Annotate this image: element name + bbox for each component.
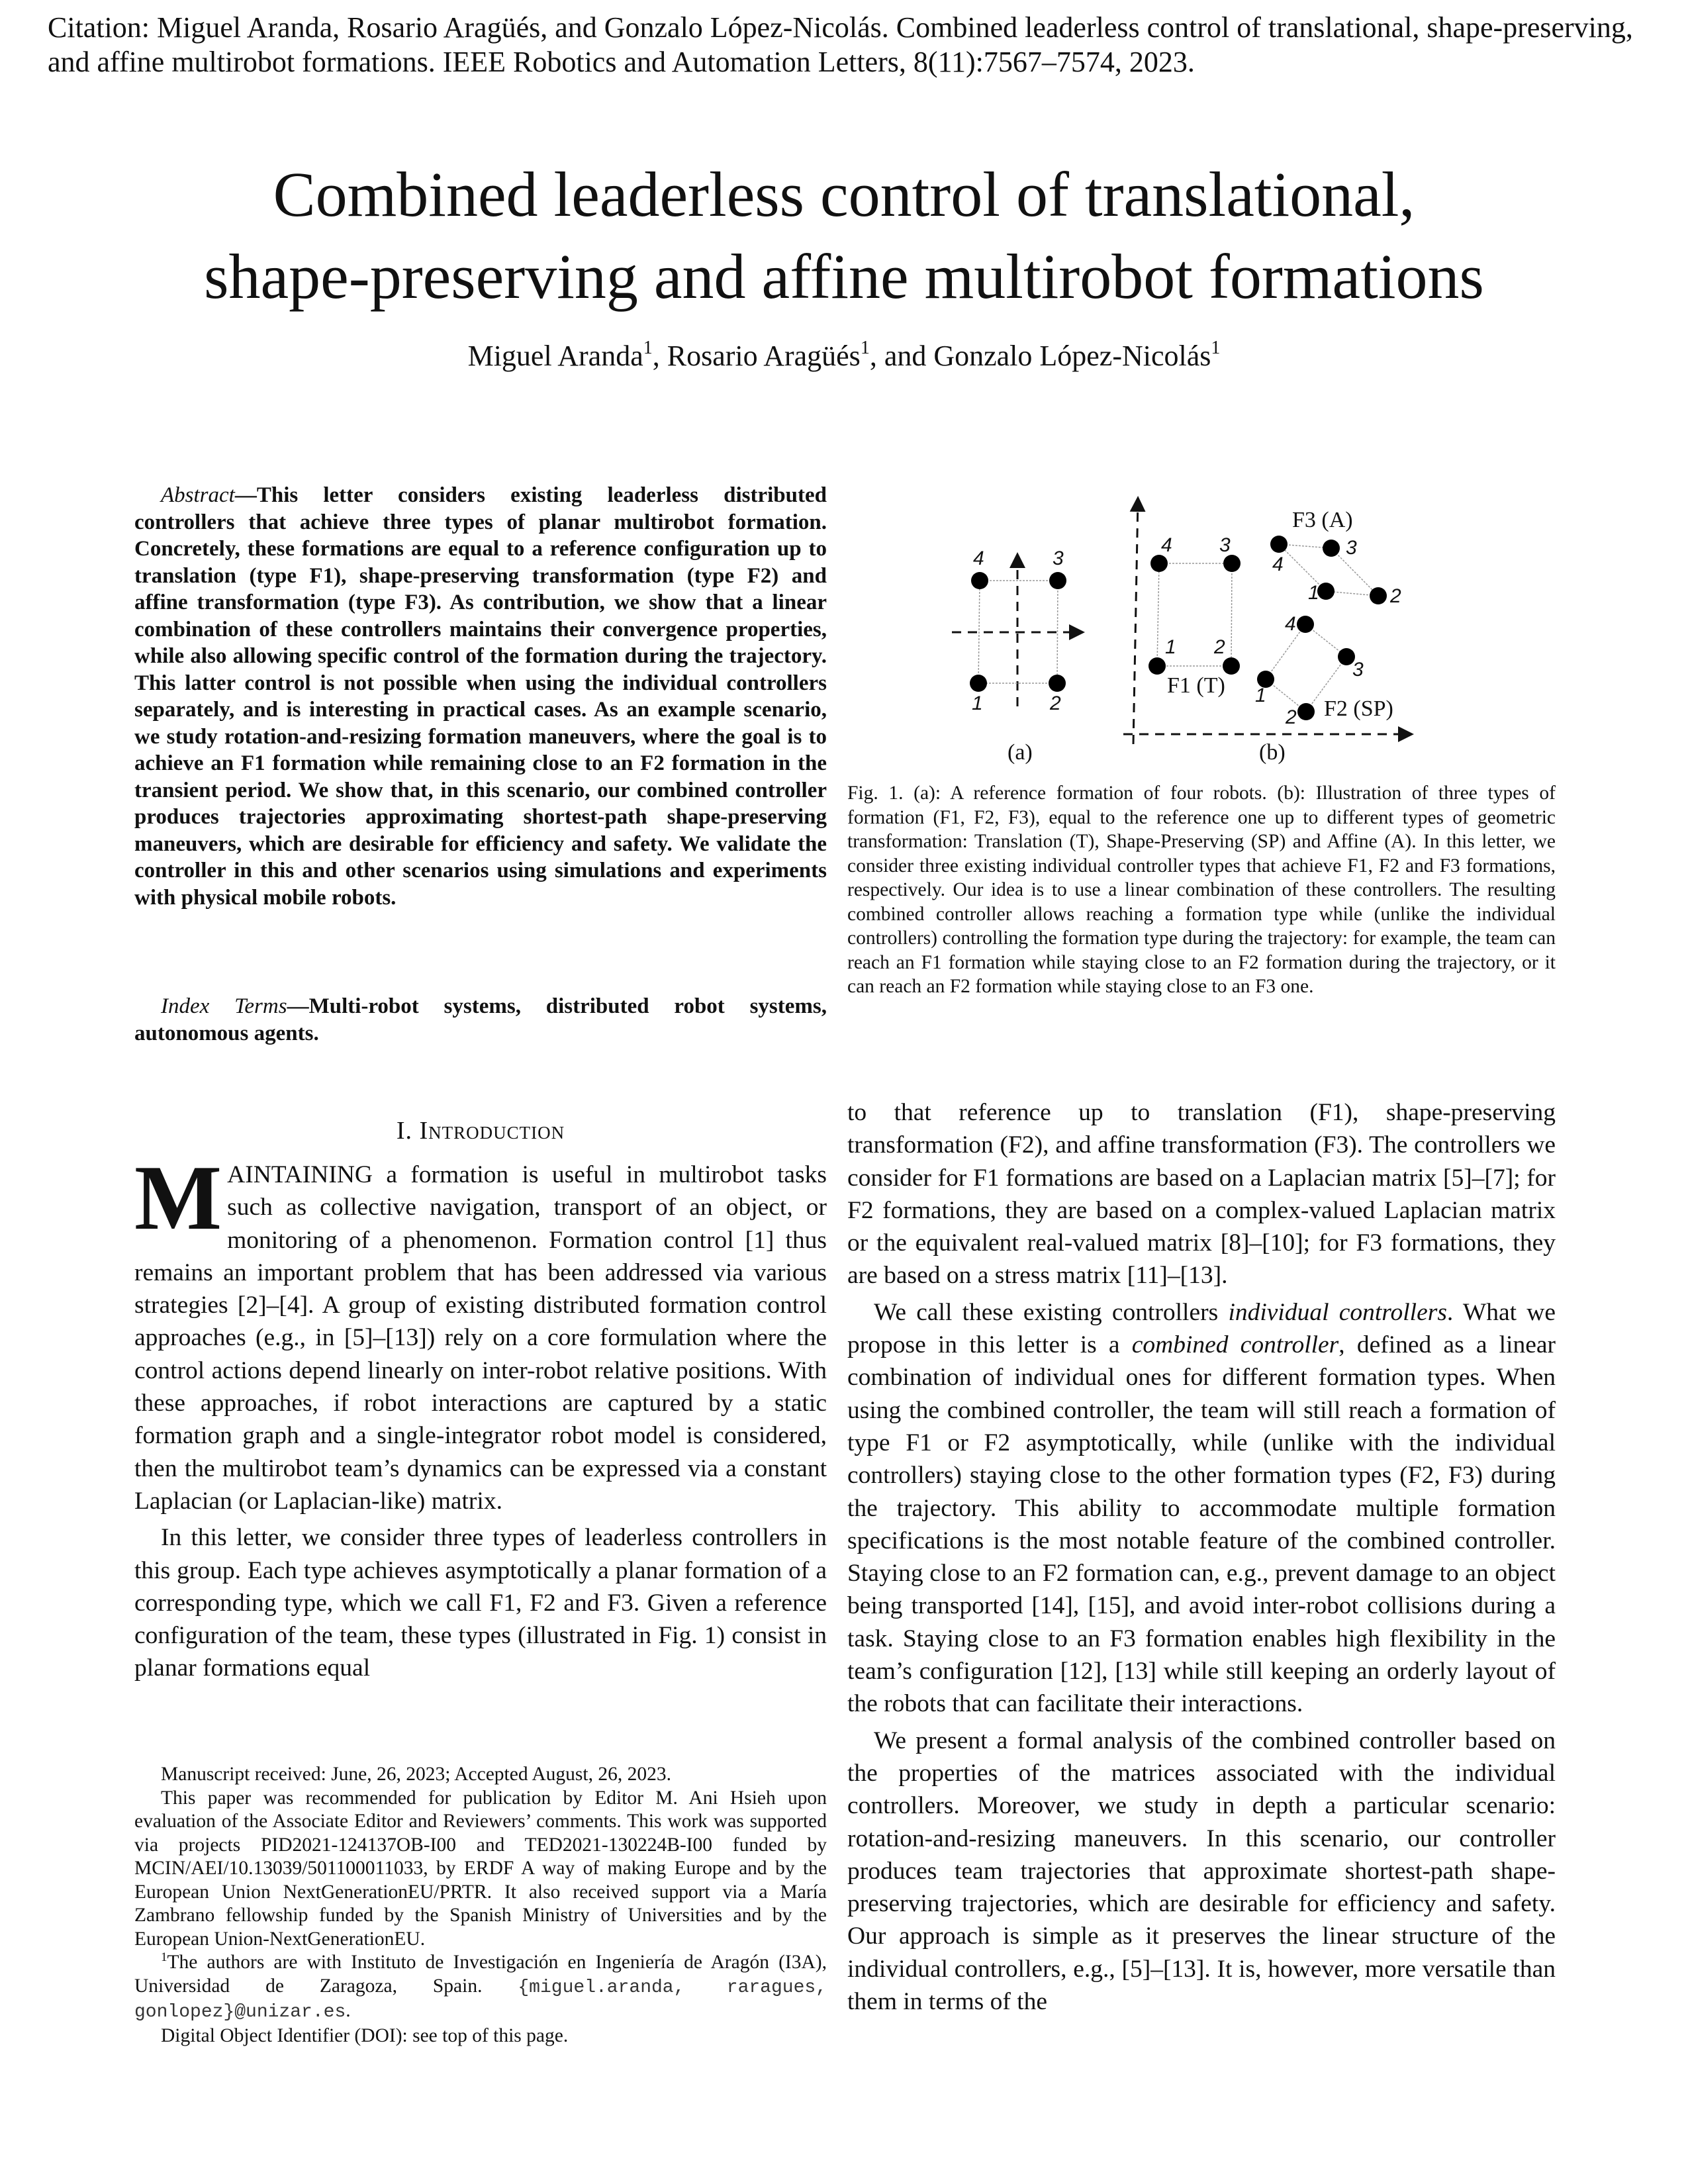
robot-label: 3 (1053, 547, 1064, 569)
footnotes (134, 1763, 827, 2048)
panel-b-label: (b) (1259, 740, 1286, 765)
index-terms (134, 993, 827, 1047)
robot-label: 2 (1050, 692, 1061, 714)
robot-label: 1 (1255, 685, 1266, 706)
robot-label: 4 (1285, 613, 1296, 635)
index-terms-text: Multi-robot systems, distributed robot systems, autonomous agents. (134, 994, 827, 1045)
panel-b (1123, 500, 1410, 765)
author-emails: {miguel.aranda, raragues, gonlopez}@unizar.es (134, 1977, 827, 2022)
body-column-right (847, 1096, 1556, 2022)
robot-label: 2 (1390, 585, 1401, 607)
y-axis-arrow-icon (1133, 500, 1138, 744)
f1-label: F1 (T) (1167, 673, 1225, 698)
f1-robot-2-marker (1223, 657, 1240, 675)
paragraph-text: , defined as a linear combination of individual ones for different formation types. When using the combined controller, the team will still reach a formation of type F1 or F2 asymptotically, while (unlike with the individual controllers) staying close to the other formation types (F2, F3) during the trajectory. This ability to accommodate multiple formation specifications is the most notable feature of the combined controller. Staying close to an F2 formation can, e.g., prevent damage to an object being transported [14], [15], and avoid inter-robot collisions during a task. Staying close to an F3 formation enables high flexibility in the team’s configuration [12], [13] while still keeping an orderly layout of the robots that can facilitate their interactions. (847, 1331, 1556, 1718)
robot-label: 3 (1219, 534, 1231, 556)
robot-1-marker (970, 675, 987, 692)
affiliation-mark: 1 (860, 338, 870, 358)
panel-a-label: (a) (1008, 740, 1033, 765)
f1-robot-3-marker (1223, 555, 1241, 572)
author-separator: , and (869, 340, 934, 372)
robot-label: 4 (1161, 534, 1172, 556)
robot-2-marker (1049, 675, 1066, 692)
index-terms-dash: — (287, 994, 309, 1018)
f2-robot-4-marker (1297, 616, 1314, 633)
footnote-recommendation: This paper was recommended for publication by Editor M. Ani Hsieh upon evaluation of the Associate Editor and Reviewers’ comments. This work was supported via projects PID2021-124137OB-I00 and TED2021-130224B-I00 funded by MCIN/AEI/10.13039/501100011033, by ERDF A way of making Europe and by the European Union NextGenerationEU/PRTR. It also received support via a María Zambrano fellowship funded by the Spanish Ministry of Universities and by the European Union-NextGenerationEU. (134, 1787, 827, 1950)
abstract (134, 482, 827, 911)
figure-1 (847, 463, 1509, 781)
author-name: Rosario Aragüés (667, 340, 861, 372)
paragraph-text: a formation is useful in multirobot tasks such as collective navigation, transport of an object, or monitoring of a phenomenon. Formation control [1] thus remains an important problem that has been addressed via various strategies [2]–[4]. A group of existing distributed formation control approaches (e.g., in [5]–[13]) rely on a core formulation where the control actions depend linearly on inter-robot relative positions. With these approaches, if robot interactions are captured by a static formation graph and a single-integrator robot model is considered, then the multirobot team’s dynamics can be expressed via a constant Laplacian (or Laplacian-like) matrix. (134, 1161, 827, 1515)
paragraph: In this letter, we consider three types of leaderless controllers in this group. Each type achieves asymptotically a planar formation of a corresponding type, which we call F1, F2 and F3. Given a reference configuration of the team, these types (illustrated in Fig. 1) consist in planar formations equal (134, 1524, 827, 1682)
f1-robot-1-marker (1149, 657, 1166, 675)
panel-a (952, 547, 1081, 765)
figure-caption: Fig. 1. (a): A reference formation of four robots. (b): Illustration of three types of formation (F1, F2, F3), equal to the reference one up to different types of geometric transformation: Translation (T), Shape-Preserving (SP) and Affine (A). In this letter, we consider three existing individual controller types that achieve F1, F2 and F3 formations, respectively. Our idea is to use a linear combination of these controllers. The resulting combined controller allows reaching a formation type while (unlike the individual controllers) controlling the formation type during the trajectory: for example, the team can reach an F1 formation while staying close to an F2 formation during the trajectory, or it can reach an F2 formation while staying close to an F3 one. (847, 783, 1556, 997)
author-name: Miguel Aranda (467, 340, 643, 372)
robot-label: 1 (972, 692, 983, 714)
affiliation-mark: 1 (1211, 338, 1221, 358)
paragraph (847, 1296, 1556, 1721)
formation-diagram (847, 463, 1509, 781)
robot-label: 2 (1214, 636, 1225, 658)
drop-cap: M (134, 1147, 222, 1249)
f1-robot-4-marker (1150, 555, 1168, 572)
robot-label: 4 (973, 547, 984, 569)
robot-3-marker (1049, 572, 1066, 589)
paragraph: to that reference up to translation (F1), shape-preserving transformation (F2), and affine transformation (F3). The controllers we consider for F1 formations are based on a Laplacian matrix [5]–[7]; for F2 formations, they are based on a complex-valued Laplacian matrix or the equivalent real-valued matrix [8]–[10]; for F3 formations, they are based on a stress matrix [11]–[13]. (847, 1099, 1556, 1290)
emphasis-text: combined controller (1131, 1331, 1339, 1359)
paper-title (0, 154, 1688, 318)
abstract-dash: — (234, 483, 257, 507)
lead-word: AINTAINING (227, 1161, 373, 1188)
body-column-left (134, 1147, 827, 1689)
robot-label: 2 (1286, 706, 1297, 728)
affiliation-text: The authors are with Instituto de Investigación en Ingeniería de Aragón (I3A), Universidad de Zaragoza, Spain. (134, 1952, 827, 1997)
robot-label: 1 (1308, 582, 1319, 604)
abstract-text: This letter considers existing leaderless distributed controllers that achieve three types of planar multirobot formation. Concretely, these formations are equal to a reference configuration up to translation (type F1), shape-preserving transformation (type F2) and affine transformation (type F3). As contribution, we show that a linear combination of these controllers maintains their convergence properties, while also allowing specific control of the formation during the trajectory. This latter control is not possible when using the individual controllers separately, and is interesting in practical cases. As an example scenario, we study rotation-and-resizing formation maneuvers, where the goal is to achieve an F1 formation while remaining close to an F2 formation in the transient period. We show that, in this scenario, our combined controller produces trajectories approximating shortest-path shape-preserving maneuvers, which are desirable for efficiency and safety. We validate the controller in this and other scenarios using simulations and experiments with physical mobile robots. (134, 483, 827, 910)
f3-robot-3-marker (1323, 540, 1340, 557)
robot-label: 3 (1346, 537, 1357, 559)
robot-label: 1 (1165, 636, 1176, 658)
author-name: Gonzalo López-Nicolás (933, 340, 1211, 372)
title-line-1: Combined leaderless control of translational, (273, 159, 1415, 230)
footnote-doi: Digital Object Identifier (DOI): see top of this page. (161, 2024, 569, 2046)
footnote-affiliation (134, 1951, 827, 2024)
index-terms-label: Index Terms (161, 994, 287, 1018)
punctuation: . (346, 2000, 351, 2021)
f2-label: F2 (SP) (1324, 696, 1393, 721)
f3-robot-1-marker (1317, 583, 1335, 600)
robot-4-marker (971, 572, 988, 589)
affiliation-mark: 1 (643, 338, 653, 358)
section-heading-introduction: I. Introduction (396, 1117, 565, 1145)
title-line-2: shape-preserving and affine multirobot formations (204, 241, 1484, 312)
citation-header: Citation: Miguel Aranda, Rosario Aragüés, and Gonzalo López-Nicolás. Combined leaderless control of translational, shape-preserving, and affine multirobot formations. IEEE Robotics and Automation Letters, 8(11):7567–7574, 2023. (48, 11, 1633, 78)
f3-label: F3 (A) (1292, 508, 1353, 532)
author-list (0, 338, 1688, 375)
author-separator: , (652, 340, 667, 372)
paragraph (134, 1147, 827, 1517)
paragraph-text: We call these existing controllers (874, 1298, 1229, 1326)
robot-label: 3 (1352, 659, 1364, 681)
affiliation-mark: 1 (161, 1950, 167, 1964)
f3-robot-4-marker (1270, 536, 1288, 553)
f2-robot-2-marker (1297, 703, 1315, 720)
f3-robot-2-marker (1370, 587, 1387, 604)
emphasis-text: individual controllers (1228, 1298, 1447, 1326)
paragraph: We present a formal analysis of the combined controller based on the properties of the matrices associated with the individual controllers. Moreover, we study in depth a particular scenario: rotation-and-resizing maneuvers. In this scenario, our controller produces team trajectories that approximate shortest-path shape-preserving trajectories, which are desirable for efficiency and safety. Our approach is simple as it preserves the linear structure of the individual controllers, e.g., [5]–[13]. It is, however, more versatile than them in terms of the (847, 1727, 1556, 2016)
footnote-received: Manuscript received: June, 26, 2023; Accepted August, 26, 2023. (161, 1764, 671, 1785)
robot-label: 4 (1272, 553, 1284, 575)
paragraph-text: . What we propose in this letter is a (847, 1298, 1556, 1359)
abstract-label: Abstract (161, 483, 235, 507)
